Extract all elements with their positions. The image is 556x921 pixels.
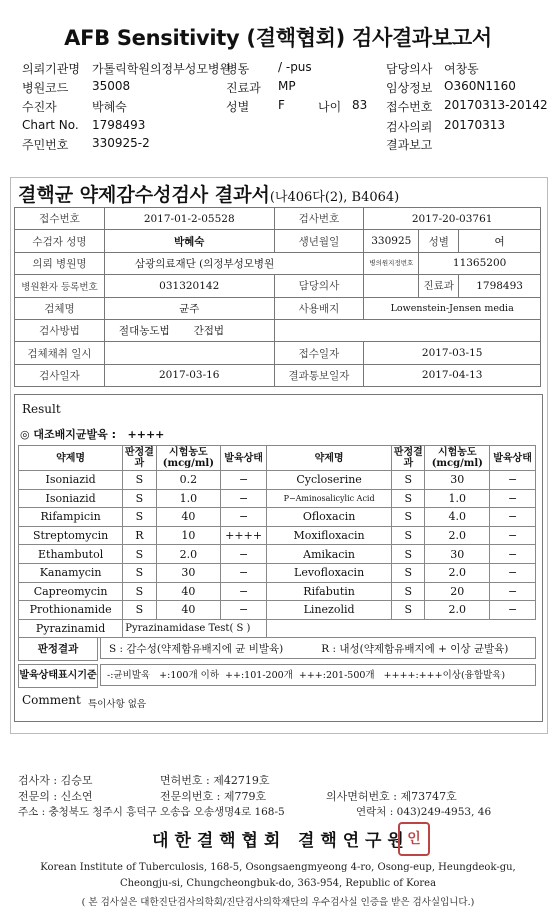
cell: Prothionamide [19, 601, 123, 620]
method-b: 간접법 [193, 325, 225, 338]
judge-label: 판정결과 [18, 637, 98, 661]
cell: − [490, 563, 536, 582]
section-subtitle: (나406다(2), B4064) [269, 190, 400, 205]
cell: R [123, 526, 156, 545]
control-growth: ◎ 대조배지균발육 : ++++ [20, 428, 165, 441]
cell: Rifabutin [267, 582, 392, 601]
header-label: 접수번호 [386, 100, 433, 114]
cell: S [392, 545, 425, 564]
header-value: 83 [352, 98, 368, 112]
cell: 4.0 [425, 508, 490, 527]
cell: 검사일자 [15, 364, 105, 386]
cell: − [221, 489, 267, 508]
cell: S [392, 563, 425, 582]
specimen-info-table [14, 207, 541, 387]
table-row [19, 582, 536, 601]
table-row [15, 252, 541, 274]
cell: S [392, 489, 425, 508]
cell: 삼광의료재단 (의정부성모병원 [104, 252, 363, 274]
cell: 30 [156, 563, 221, 582]
cell: 의뢰 병원명 [15, 252, 105, 274]
header-label: 담당의사 [386, 62, 433, 76]
header-label: 나이 [318, 100, 342, 114]
column-header: 판정결과 [123, 446, 156, 471]
table-row [15, 319, 541, 341]
cell: S [123, 471, 156, 490]
column-header: 약제명 [19, 446, 123, 471]
cell: 검체명 [15, 297, 105, 319]
table-row [15, 275, 541, 297]
cell: S [123, 489, 156, 508]
cell: Ofloxacin [267, 508, 392, 527]
cell: 박혜숙 [104, 230, 274, 252]
header-value: F [278, 98, 285, 112]
header-label: 검사의뢰 [386, 120, 433, 134]
cell: ++++ [221, 526, 267, 545]
column-header: 판정결과 [392, 446, 425, 471]
specialist: 전문의 : 신소연 [18, 790, 93, 803]
header-label: 병원코드 [22, 81, 69, 95]
judge-r: R : 내성(약제함유배지에 + 이상 균발육) [321, 643, 509, 655]
cell: Capreomycin [19, 582, 123, 601]
cell: 검사번호 [274, 208, 364, 230]
english-address-2: Cheongju-si, Chungcheongbuk-do, 363-954, Republic of Korea [119, 878, 437, 889]
cell: − [221, 601, 267, 620]
judge-criteria [100, 637, 536, 659]
header-label: 결과보고 [386, 138, 433, 152]
column-header: 발육상태 [221, 446, 267, 471]
cell: Rifampicin [19, 508, 123, 527]
table-row [19, 508, 536, 527]
cell: 여 [459, 230, 541, 252]
cell: − [221, 508, 267, 527]
cell: S [392, 582, 425, 601]
cell: 1798493 [459, 275, 541, 297]
cell: 균주 [104, 297, 274, 319]
cell: 40 [156, 582, 221, 601]
cell: 10 [156, 526, 221, 545]
cell: − [490, 545, 536, 564]
table-row [15, 342, 541, 364]
cell: 20 [425, 582, 490, 601]
section-title-text: 결핵균 약제감수성검사 결과서 [18, 184, 270, 206]
column-header: 발육상태 [490, 446, 536, 471]
cell: − [221, 563, 267, 582]
cell: 2.0 [425, 601, 490, 620]
growth-label: 발육상태표시기준 [18, 664, 98, 688]
cell: S [392, 601, 425, 620]
certification-note: ( 본 검사실은 대한진단검사의학회/진단검사의학재단의 우수검사실 인증을 받은 검사실입니다.) [81, 897, 475, 908]
header-label: 의뢰기관명 [22, 62, 80, 76]
cell: 1.0 [425, 489, 490, 508]
cell: 사용배지 [274, 297, 364, 319]
table-row [15, 208, 541, 230]
header-label: 성별 [226, 100, 250, 114]
judge-s: S : 감수성(약제함유배지에 균 비발육) [109, 643, 284, 655]
cell: 30 [425, 545, 490, 564]
cell: Pyrazinamid [19, 619, 123, 638]
header-value: MP [278, 79, 296, 93]
table-row [19, 489, 536, 508]
cell: Amikacin [267, 545, 392, 564]
cell: S [392, 471, 425, 490]
table-row [15, 230, 541, 252]
cell: − [490, 508, 536, 527]
cell: − [490, 471, 536, 490]
cell: 진료과 [419, 275, 459, 297]
specialist-number: 전문의번호 : 제779호 [160, 790, 267, 803]
contact: 연락처 : 043)249-4953, 46 [356, 806, 492, 818]
cell [104, 319, 274, 341]
cell: S [392, 508, 425, 527]
table-row [15, 364, 541, 386]
cell: Moxifloxacin [267, 526, 392, 545]
header-value: O360N1160 [444, 79, 516, 93]
cell: 결과통보일자 [274, 364, 364, 386]
official-seal: 인 [398, 822, 430, 856]
cell: 40 [156, 508, 221, 527]
cell: 검사방법 [15, 319, 105, 341]
cell [267, 619, 536, 638]
cell: Streptomycin [19, 526, 123, 545]
cell: Ethambutol [19, 545, 123, 564]
cell: − [221, 545, 267, 564]
cell: 2017-04-13 [364, 364, 541, 386]
cell: − [490, 601, 536, 620]
header-value: 20170313 [444, 118, 506, 132]
header-value: 330925-2 [92, 136, 150, 150]
cell: Lowenstein-Jensen media [364, 297, 541, 319]
cell: Pyrazinamidase Test( S ) [123, 619, 267, 638]
cell: 330925 [364, 230, 419, 252]
cell: 2017-20-03761 [364, 208, 541, 230]
cell: S [123, 545, 156, 564]
cell: S [123, 601, 156, 620]
header-label: 병동 [226, 62, 250, 76]
cell: S [123, 582, 156, 601]
cell: 성별 [419, 230, 459, 252]
cell: 11365200 [419, 252, 541, 274]
cell: 0.2 [156, 471, 221, 490]
report-section-title [18, 180, 399, 207]
header-label: 수진자 [22, 100, 57, 114]
organization-name: 대 한 결 핵 협 회 결 핵 연 구 원 [152, 831, 404, 851]
column-header: 시험농도(mcg/ml) [156, 446, 221, 471]
cell: − [221, 582, 267, 601]
cell: 031320142 [104, 275, 274, 297]
header-value: 1798493 [92, 118, 146, 132]
table-row [19, 563, 536, 582]
cell: 수검자 성명 [15, 230, 105, 252]
cell: − [490, 489, 536, 508]
header-value: / -pus [278, 60, 312, 74]
header-value: 박혜숙 [92, 100, 127, 114]
cell: 병의원지정번호 [364, 252, 419, 274]
cell: 2017-01-2-05528 [104, 208, 274, 230]
header-label: 주민번호 [22, 138, 69, 152]
table-row [19, 526, 536, 545]
table-row [19, 545, 536, 564]
growth-criteria: -:균비발육 +:100개 이하 ++:101-200개 +++:201-500개 ++++:+++이상(융합발육) [100, 664, 536, 686]
cell: − [490, 526, 536, 545]
cell: 생년월일 [274, 230, 364, 252]
cell: 40 [156, 601, 221, 620]
column-header: 시험농도(mcg/ml) [425, 446, 490, 471]
result-label: Result [22, 402, 61, 416]
cell: Isoniazid [19, 489, 123, 508]
cell: S [392, 526, 425, 545]
header-value: 35008 [92, 79, 131, 93]
cell: P−Aminosalicylic Acid [267, 489, 392, 508]
table-row [19, 619, 536, 638]
cell: − [221, 471, 267, 490]
cell: 담당의사 [274, 275, 364, 297]
cell: − [490, 582, 536, 601]
table-header [19, 446, 536, 471]
cell [104, 342, 274, 364]
cell: Kanamycin [19, 563, 123, 582]
cell: 2017-03-16 [104, 364, 274, 386]
cell: 1.0 [156, 489, 221, 508]
header-value: 여창동 [444, 62, 479, 76]
header-value: 가톨릭학원의정부성모병원 [92, 62, 232, 76]
cell: Linezolid [267, 601, 392, 620]
method-a: 절대농도법 [118, 325, 170, 338]
doctor-license: 의사면허번호 : 제73747호 [326, 790, 457, 803]
cell: 병원환자 등록번호 [15, 275, 105, 297]
cell: 접수일자 [274, 342, 364, 364]
cell: 2.0 [425, 563, 490, 582]
comment-text: 특이사항 없음 [88, 699, 147, 710]
cell: 접수번호 [15, 208, 105, 230]
cell: Cycloserine [267, 471, 392, 490]
header-label: 임상정보 [386, 81, 433, 95]
cell [364, 275, 419, 297]
column-header: 약제명 [267, 446, 392, 471]
report-title: AFB Sensitivity (결핵협회) 검사결과보고서 [64, 26, 492, 50]
cell: 검체채취 일시 [15, 342, 105, 364]
header-value: 20170313-20142 [444, 98, 548, 112]
table-row [15, 297, 541, 319]
examiner: 검사자 : 김승모 [18, 774, 93, 787]
header-label: Chart No. [22, 118, 79, 132]
cell: 2017-03-15 [364, 342, 541, 364]
english-address-1: Korean Institute of Tuberculosis, 168-5, Osongsaengmyeong 4-ro, Osong-eup, Heungdeok-gu, [40, 862, 516, 873]
cell: 30 [425, 471, 490, 490]
cell: Levofloxacin [267, 563, 392, 582]
cell: S [123, 563, 156, 582]
cell: S [123, 508, 156, 527]
table-row [19, 471, 536, 490]
cell: 2.0 [156, 545, 221, 564]
cell: Isoniazid [19, 471, 123, 490]
cell: 2.0 [425, 526, 490, 545]
comment-label: Comment [22, 693, 81, 707]
license-number: 면허번호 : 제42719호 [160, 774, 270, 787]
susceptibility-table [18, 445, 536, 638]
table-row [19, 601, 536, 620]
cell [274, 319, 540, 341]
address: 주소 : 충청북도 청주시 흥덕구 오송읍 오송생명4로 168-5 [18, 806, 285, 818]
header-label: 진료과 [226, 81, 261, 95]
